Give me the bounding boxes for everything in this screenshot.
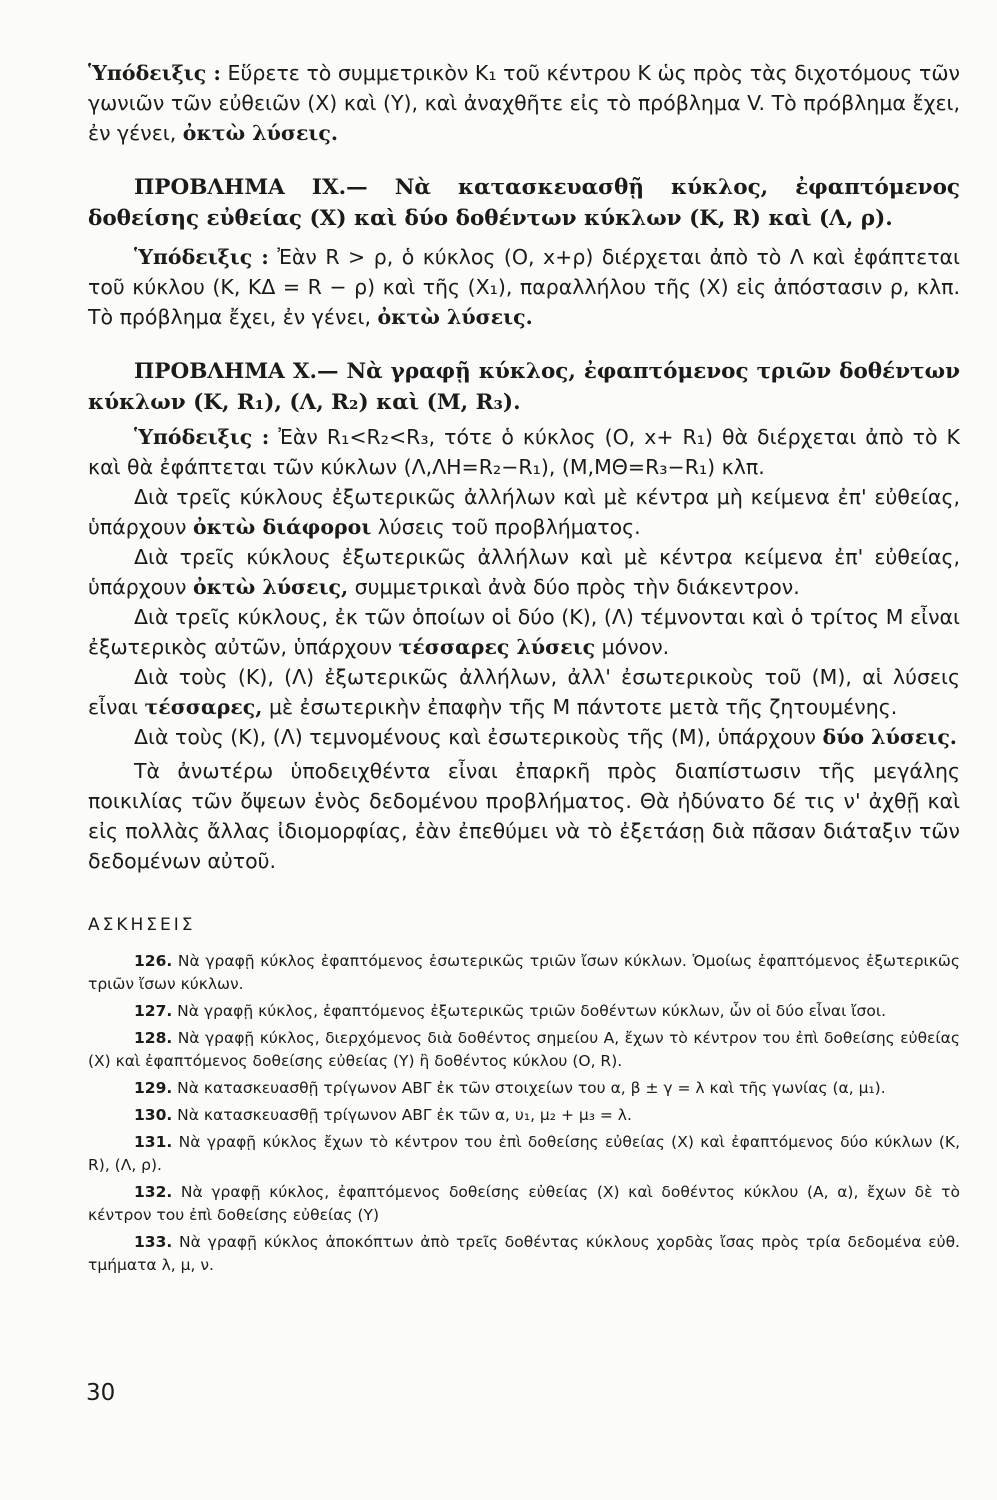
bold-text: δύο λύσεις. [822,725,957,749]
exercise-item [88,950,960,996]
paragraph-2 [88,542,960,602]
exercise-number: 127. [134,1002,173,1020]
hint-label: Ὑπόδειξις : [134,245,269,269]
exercise-number: 128. [134,1029,173,1047]
bold-text: ὀκτὼ διάφοροι [192,515,372,539]
text: Διὰ τρεῖς κύκλους ἐξωτερικῶς ἀλλήλων καὶ μὲ κέντρα μὴ κείμενα ἐπ' εὐθείας, ὑπάρχουν [88,485,960,539]
problem-9-hint [88,242,960,332]
hint-bold: ὀκτὼ λύσεις. [182,121,338,145]
intro-hint [88,58,960,148]
exercise-item [88,1077,960,1100]
paragraph-4 [88,662,960,722]
exercise-item [88,1000,960,1023]
hint-text: Ἐὰν R₁<R₂<R₃, τότε ὁ κύκλος (Ο, x+ R₁) θὰ διέρχεται ἀπὸ τὸ Κ καὶ θὰ ἐφάπτεται τῶν κύκλων (Λ,ΛΗ=R₂−R₁), (Μ,ΜΘ=R₃−R₁) κλπ. [88,425,960,479]
text: Διὰ τρεῖς κύκλους ἐξωτερικῶς ἀλλήλων καὶ μὲ κέντρα κείμενα ἐπ' εὐθείας, ὑπάρχουν [88,545,960,599]
exercise-text: Νὰ γραφῇ κύκλος ἔχων τὸ κέντρον του ἐπὶ δοθείσης εὐθείας (Χ) καὶ ἐφαπτόμενος δύο κύκλων (Κ, R), (Λ, ρ). [88,1133,960,1174]
exercise-text: Νὰ γραφῇ κύκλος ἐφαπτόμενος ἐσωτερικῶς τριῶν ἴσων κύκλων. Ὁμοίως ἐφαπτόμενος ἐξωτερικῶς τριῶν ἴσων κύκλων. [88,952,960,993]
exercise-text: Νὰ γραφῇ κύκλος, διερχόμενος διὰ δοθέντος σημείου Α, ἔχων τὸ κέντρον του ἐπὶ δοθείσης εὐθείας (Χ) καὶ ἐφαπτόμενος δοθείσης εὐθείας (Υ) ἢ δοθέντος κύκλου (Ο, R). [88,1029,960,1070]
exercise-item [88,1131,960,1177]
exercise-text: Νὰ κατασκευασθῇ τρίγωνον ΑΒΓ ἐκ τῶν α, υ₁, μ₂ + μ₃ = λ. [172,1106,632,1124]
exercise-list [88,950,960,1277]
bold-text: ὀκτὼ λύσεις, [192,575,349,599]
text: μὲ ἐσωτερικὴν ἐπαφὴν τῆς Μ πάντοτε μετὰ τῆς ζητουμένης. [262,695,898,719]
problem-10-title: ΠΡΟΒΛΗΜΑ Χ.— Νὰ γραφῇ κύκλος, ἐφαπτόμενος τριῶν δοθέντων κύκλων (Κ, R₁), (Λ, R₂) καὶ (Μ, R₃). [88,359,960,415]
exercise-item [88,1181,960,1227]
paragraph-1 [88,482,960,542]
text: Διὰ τοὺς (Κ), (Λ) ἐξωτερικῶς ἀλλήλων, ἀλλ' ἐσωτερικοὺς τοῦ (Μ), αἱ λύσεις εἶναι [88,665,960,719]
page-number: 30 [86,1380,116,1406]
problem-10-hint [88,422,960,482]
exercise-text: Νὰ κατασκευασθῇ τρίγωνον ΑΒΓ ἐκ τῶν στοιχείων του α, β ± γ = λ καὶ τῆς γωνίας (α, μ₁). [172,1079,886,1097]
problem-9-title: ΠΡΟΒΛΗΜΑ ΙΧ.— Νὰ κατασκευασθῇ κύκλος, ἐφαπτόμενος δοθείσης εὐθείας (Χ) καὶ δύο δοθέντων κύκλων (Κ, R) καὶ (Λ, ρ). [88,175,960,231]
hint-label: Ὑπόδειξις : [88,61,221,85]
hint-label: Ὑπόδειξις : [134,425,270,449]
text: μόνον. [595,635,670,659]
paragraph-3 [88,602,960,662]
exercise-item [88,1104,960,1127]
exercise-number: 126. [134,952,173,970]
bold-text: τέσσαρες, [144,695,263,719]
text: Διὰ τοὺς (Κ), (Λ) τεμνομένους καὶ ἐσωτερικοὺς τῆς (Μ), ὑπάρχουν [134,725,823,749]
exercise-number: 131. [134,1133,173,1151]
exercise-number: 130. [134,1106,173,1124]
exercise-text: Νὰ γραφῇ κύκλος, ἐφαπτόμενος ἐξωτερικῶς τριῶν δοθέντων κύκλων, ὧν οἱ δύο εἶναι ἴσοι. [172,1002,887,1020]
exercise-item [88,1231,960,1277]
exercises-title: ΑΣΚΗΣΕΙΣ [88,915,196,935]
exercise-text: Νὰ γραφῇ κύκλος, ἐφαπτόμενος δοθείσης εὐθείας (Χ) καὶ δοθέντος κύκλου (Α, α), ἔχων δὲ τὸ κέντρον του ἐπὶ δοθείσης εὐθείας (Υ) [88,1183,960,1224]
hint-text: Εὕρετε τὸ συμμετρικὸν Κ₁ τοῦ κέντρου Κ ὡς πρὸς τὰς διχοτόμους τῶν γωνιῶν τῶν εὐθειῶν (Χ) καὶ (Υ), καὶ ἀναχθῆτε εἰς τὸ πρόβλημα V. Τὸ πρόβλημα ἔχει, ἐν γένει, [88,61,960,145]
text: Διὰ τρεῖς κύκλους, ἐκ τῶν ὁποίων οἱ δύο (Κ), (Λ) τέμνονται καὶ ὁ τρίτος Μ εἶναι ἐξωτερικὸς αὐτῶν, ὑπάρχουν [88,605,960,659]
hint-text: Ἐὰν R > ρ, ὁ κύκλος (Ο, x+ρ) διέρχεται ἀπὸ τὸ Λ καὶ ἐφάπτεται τοῦ κύκλου (Κ, ΚΔ = R − ρ) καὶ τῆς (Χ₁), παραλλήλου τῆς (Χ) εἰς ἀπόστασιν ρ, κλπ. Τὸ πρόβλημα ἔχει, ἐν γένει, [88,245,960,329]
exercise-item [88,1027,960,1073]
exercise-number: 132. [134,1183,173,1201]
exercise-number: 133. [134,1233,173,1251]
page-body [88,58,960,1277]
exercise-number: 129. [134,1079,173,1097]
paragraph-6: Τὰ ἀνωτέρω ὑποδειχθέντα εἶναι ἐπαρκῆ πρὸς διαπίστωσιν τῆς μεγάλης ποικιλίας τῶν ὄψεων ἑνὸς δεδομένου προβλήματος. Θὰ ἠδύνατο δέ τις ν' ἀχθῇ καὶ εἰς πολλὰς ἄλλας ἰδιομορφίας, ἐὰν ἐπεθύμει νὰ τὸ ἐξετάσῃ διὰ πᾶσαν διάταξιν τῶν δεδομένων αὐτοῦ. [88,759,960,873]
text: λύσεις τοῦ προβλήματος. [371,515,641,539]
bold-text: τέσσαρες λύσεις [398,635,596,659]
paragraph-5 [88,722,960,752]
hint-bold: ὀκτὼ λύσεις. [377,305,533,329]
text: συμμετρικαὶ ἀνὰ δύο πρὸς τὴν διάκεντρον. [348,575,800,599]
exercise-text: Νὰ γραφῇ κύκλος ἀποκόπτων ἀπὸ τρεῖς δοθέντας κύκλους χορδὰς ἴσας πρὸς τρία δεδομένα εὐθ. τμήματα λ, μ, ν. [88,1233,960,1274]
